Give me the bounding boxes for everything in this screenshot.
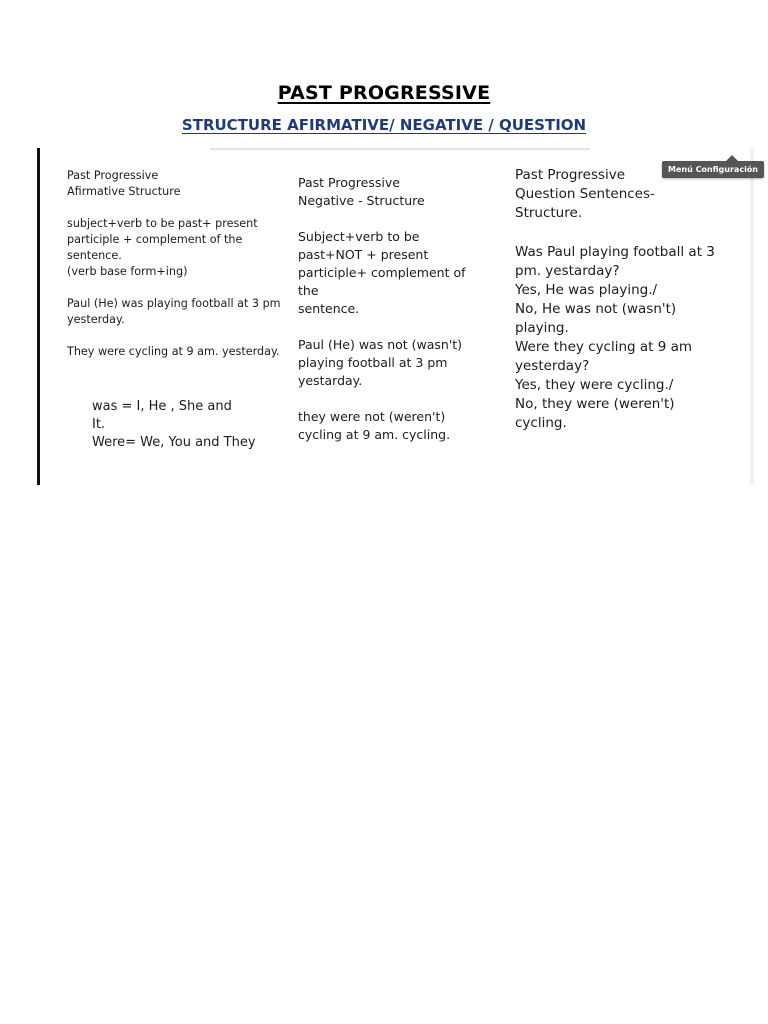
image-right-edge xyxy=(750,148,754,485)
example-line: yesterday. xyxy=(67,313,125,326)
example-line: cycling at 9 am. cycling. xyxy=(298,427,451,442)
handwritten-notes-image xyxy=(37,148,754,485)
note-line: Were= We, You and They xyxy=(92,435,256,450)
column-subheading: Negative - Structure xyxy=(298,193,425,208)
column-subheading: Afirmative Structure xyxy=(67,185,181,198)
note-line: was = I, He , She and xyxy=(92,399,232,414)
example-line: Paul (He) was not (wasn't) xyxy=(298,337,463,352)
column-subheading: Question Sentences- xyxy=(515,186,655,202)
example-line: pm. yestarday? xyxy=(515,263,620,279)
settings-menu-tooltip: Menú Configuración xyxy=(662,161,764,178)
example-line: playing football at 3 pm xyxy=(298,355,448,370)
example-line: they were not (weren't) xyxy=(298,409,446,424)
question-column xyxy=(515,166,725,433)
structure-line: (verb base form+ing) xyxy=(67,265,188,278)
example-line: Were they cycling at 9 am xyxy=(515,339,693,355)
example-line: yesterday? xyxy=(515,358,590,374)
structure-line: sentence. xyxy=(298,301,360,316)
column-subheading: Structure. xyxy=(515,205,583,221)
note-line: It. xyxy=(92,417,106,432)
structure-line: participle + complement of the sentence. xyxy=(67,233,243,262)
page-title: PAST PROGRESSIVE xyxy=(277,82,491,104)
example-line: They were cycling at 9 am. yesterday. xyxy=(67,345,280,358)
column-heading: Past Progressive xyxy=(67,169,159,182)
example-line: Yes, He was playing./ xyxy=(515,282,658,298)
example-line: Paul (He) was playing football at 3 pm xyxy=(67,297,281,310)
structure-line: subject+verb to be past+ present xyxy=(67,217,258,230)
example-line: Yes, they were cycling./ xyxy=(515,377,674,393)
structure-line: Subject+verb to be xyxy=(298,229,420,244)
example-line: playing. xyxy=(515,320,569,336)
image-top-edge xyxy=(210,148,590,150)
column-heading: Past Progressive xyxy=(298,175,400,190)
page-subtitle: STRUCTURE AFIRMATIVE/ NEGATIVE / QUESTION xyxy=(181,116,587,134)
example-line: No, they were (weren't) xyxy=(515,396,675,412)
example-line: yestarday. xyxy=(298,373,363,388)
column-heading: Past Progressive xyxy=(515,167,626,183)
affirmative-column xyxy=(67,168,287,360)
example-line: Was Paul playing football at 3 xyxy=(515,244,715,260)
negative-column xyxy=(298,174,488,444)
structure-line: participle+ complement of the xyxy=(298,265,466,298)
structure-line: past+NOT + present xyxy=(298,247,429,262)
example-line: cycling. xyxy=(515,415,567,431)
was-were-note xyxy=(92,398,262,452)
example-line: No, He was not (wasn't) xyxy=(515,301,677,317)
